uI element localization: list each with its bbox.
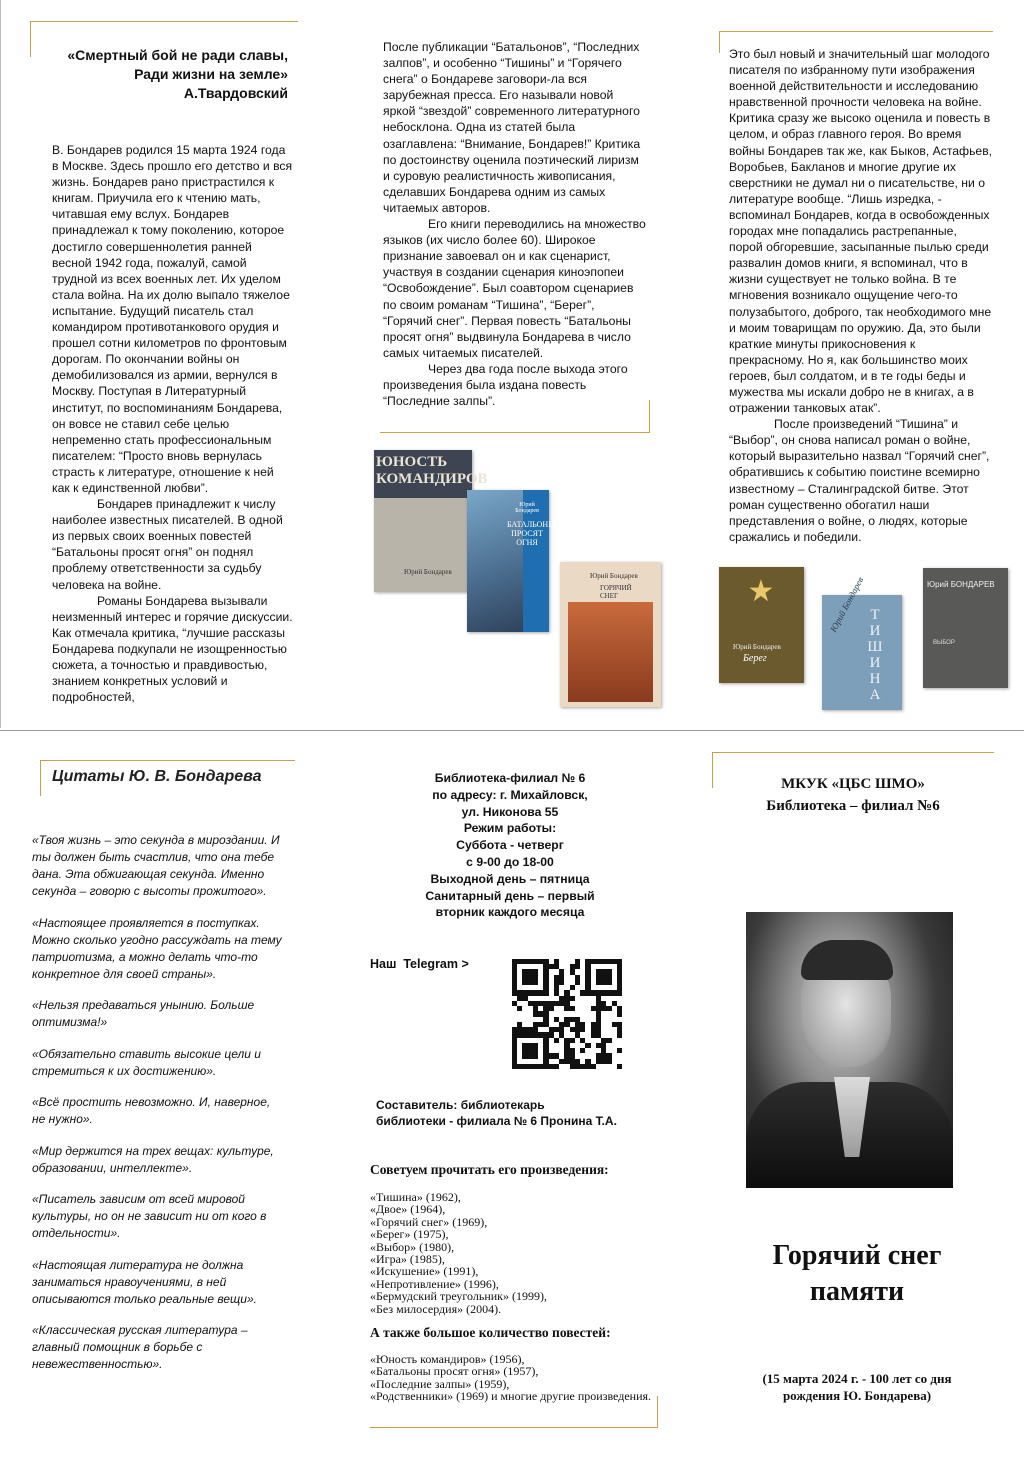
biography-column-2 <box>383 39 647 409</box>
epigraph-author: А.Твардовский <box>183 85 288 101</box>
book-title: Берег <box>743 653 767 664</box>
book-cover-yunost-komandirov <box>374 450 488 592</box>
book-author: Юрий БОНДАРЕВ <box>927 580 995 589</box>
quote-item: «Настоящее проявляется в поступках. Можно сколько угодно рассуждать на тему патриотизма, а можно делать что-то конкретное для своей страны». <box>32 915 282 981</box>
bio2-paragraph-3: Через два года после выхода этого произведения была издана повесть “Последние залпы”. <box>383 361 628 409</box>
bio2-paragraph-1: После публикации “Батальонов”, “Последних залпов”, и особенно “Тишины” и “Горячего снега” о Бондареве заговори-ла вся зарубежная пресса. Его называли новой яркой “звездой” современного литературного небосклона. Одна из статей была озаглавлена: “Внимание, Бондарев!” Критика по достоинству оценила поэтический лиризм и суровую реалистичность живописания, сделавших Бондарева одним из самых читаемых авторов. <box>383 40 641 215</box>
book-cover-tishina <box>822 575 902 710</box>
biography-column-3 <box>729 46 993 545</box>
organization <box>712 773 994 817</box>
book-title: ЮНОСТЬ КОМАНДИРОВ <box>376 454 488 487</box>
bio3-paragraph-1: Это был новый и значительный шаг молодого писателя по избранному пути изображения военной действительности и исследованию нравственной прочности человека на войне. Критика сразу же высоко оценила и повесть в целом, и образ главного героя. Во время войны Бондарев так же, как Быков, Астафьев, Воробьев, Бакланов и многие другие их сверстники не думал ни о писательстве, ни о литературе вообще. “Лишь изредка, - вспоминал Бондарев, когда в освобожденных городах мне попадались растрепанные, порой обгоревшие, засыпанные пылью среди развалин домов книги, я вспоминал, что в жизни существует не только война. В те мгновения возникало ощущение чего-то полузабытого, доброго, так необходимого мне и моим товарищам по оружию. Да, это были краткие минуты прикосновения к прекрасному. Но я, как большинство моих героев, был солдатом, и в те годы беды и мужества мы искали добро не в книгах, а в отражении танковых атак”. <box>729 47 993 416</box>
quote-item: «Настоящая литература не должна заниматься нравоучениями, в ней описываются только реальные вещи». <box>32 1257 257 1306</box>
book-title: ГОРЯЧИЙ СНЕГ <box>600 584 632 600</box>
book-cover-bereg: ★ Юрий Бондарев Берег <box>719 567 804 683</box>
novella-item: «Юность командиров» (1956), <box>370 1352 525 1367</box>
quotes-list <box>32 832 284 1388</box>
work-item: «Без милосердия» (2004). <box>370 1301 502 1316</box>
library-contact <box>400 770 620 921</box>
epigraph-line-2: Ради жизни на земле» <box>134 66 288 82</box>
compiler-line-2: библиотеки - филиала № 6 Пронина Т.А. <box>376 1114 617 1128</box>
book-cover-goryachiy-sneg <box>560 562 661 707</box>
work-item: «Игра» (1985), <box>370 1252 445 1267</box>
recommend-title: Советуем прочитать его произведения: <box>370 1162 609 1177</box>
quote-item: «Классическая русская литература – главный помощник в борьбе с невежественностью». <box>32 1323 248 1371</box>
book-title: ВЫБОР <box>933 640 955 646</box>
contact-line: Суббота - четверг <box>456 838 564 853</box>
work-item: «Выбор» (1980), <box>370 1239 455 1254</box>
epigraph-line-1: «Смертный бой не ради славы, <box>67 47 288 63</box>
bio2-paragraph-2: Его книги переводились на множество языков (их число более 60). Широкое признание завоевал он и как сценарист, участвуя в создании сценария киноэпопеи “Освобождение”. Был соавтором сценариев по своим романам “Тишина”, “Берег”, “Горячий снег”. Первая повесть “Батальоны просят огня” выдвинула Бондарева в число самых читаемых писателей. <box>383 217 646 360</box>
telegram-qr-code[interactable] <box>512 959 622 1069</box>
contact-line: Библиотека-филиал № 6 <box>434 771 586 785</box>
book-author: Юрий Бондарев <box>828 575 866 634</box>
novella-item: «Батальоны просят огня» (1957), <box>370 1364 539 1379</box>
contact-line: по адресу: г. Михайловск, <box>432 787 588 802</box>
contact-line: ул. Никонова 55 <box>461 804 559 819</box>
quotes-title: Цитаты Ю. В. Бондарева <box>52 768 262 785</box>
biography-column-1 <box>52 142 293 705</box>
quote-item: «Твоя жизнь – это секунда в мироздании. И ты должен быть счастлив, что она тебе дана. Эта обжигающая секунда. Именно секунда – говорю с высоты прожитого». <box>32 833 280 898</box>
work-item: «Берег» (1975), <box>370 1227 449 1242</box>
book-cover-vybor <box>923 568 1008 688</box>
bio-paragraph-3: Романы Бондарева вызывали неизменный интерес и горячие дискуссии. Как отмечала критика, “лучшие рассказы Бондарева подкупали не изощренностью сюжета, а точностью и правдивостью, знанием конкретных условий и подробностей, <box>52 593 293 705</box>
work-item: «Бермудский треугольник» (1999), <box>370 1289 547 1304</box>
work-item: «Тишина» (1962), <box>370 1190 461 1204</box>
book-author: Юрий Бондарев <box>733 643 781 651</box>
main-title-line-2: памяти <box>809 1276 905 1307</box>
bio-paragraph-2: Бондарев принадлежит к числу наиболее известных писателей. В одной из первых своих военных повестей “Батальоны просят огня” он поднял проблему ответственности за судьбу человека на войне. <box>52 497 283 592</box>
novella-item: «Последние залпы» (1959), <box>370 1376 510 1391</box>
main-title-line-1: Горячий снег <box>772 1240 942 1271</box>
book-title: БАТАЛЬОНЫ ПРОСЯТ ОГНЯ <box>507 520 556 547</box>
work-item: «Непротивление» (1996), <box>370 1276 499 1291</box>
contact-line: Режим работы: <box>463 821 557 836</box>
main-title <box>712 1238 1002 1310</box>
author-portrait <box>746 912 953 1188</box>
contact-line: Санитарный день – первый <box>425 888 595 903</box>
quote-item: «Нельзя предаваться унынию. Больше оптимизма!» <box>32 998 255 1029</box>
subtitle-line-1: (15 марта 2024 г. - 100 лет со дня <box>762 1371 952 1386</box>
org-line-2: Библиотека – филиал №6 <box>766 798 940 814</box>
work-item: «Искушение» (1991), <box>370 1264 479 1279</box>
telegram-label: Наш Telegram > <box>370 957 469 971</box>
compiler-line-1: Составитель: библиотекарь <box>376 1098 545 1112</box>
compiler <box>376 1097 626 1129</box>
book-title: ТИШИНА <box>867 607 883 703</box>
quote-item: «Обязательно ставить высокие цели и стремиться к их достижению». <box>32 1046 261 1078</box>
quote-item: «Писатель зависим от всей мировой культуры, но он не зависит ни от кого в отдельности». <box>32 1192 267 1240</box>
novellas-title: А также большое количество повестей: <box>370 1325 611 1341</box>
org-line-1: МКУК «ЦБС ШМО» <box>781 776 925 792</box>
subtitle-line-2: рождения Ю. Бондарева) <box>782 1388 932 1403</box>
recommended-works <box>370 1162 660 1403</box>
book-author: Юрий Бондарев <box>404 568 452 576</box>
bio3-paragraph-2: После произведений “Тишина” и “Выбор”, он снова написал роман о войне, который выразительно назвал “Горячий снег”, обратившись к событию поистине всемирно известному – Сталинградской битве. Этот роман существенно обогатил наши представления о войне, о людях, которые сражались и победили. <box>729 417 990 544</box>
contact-line: Выходной день – пятница <box>430 871 590 886</box>
bio-paragraph-1: В. Бондарев родился 15 марта 1924 года в Москве. Здесь прошло его детство и вся жизнь. Бондарев рано пристрастился к книгам. Приучила его к чтению мать, читавшая ему вслух. Бондарев принадлежал к тому поколению, которое достигло совершеннолетия ранней весной 1942 года, пожалуй, самой трудной из всех военных лет. Их уделом стала война. На их долю выпало тяжелое испытание. Будущий писатель стал командиром противотанкового орудия и прошел сотни километров по фронтовым дорогам. По окончании войны он демобилизовался из армии, вернулся в Москву. Поступая в Литературный институт, по воспоминаниям Бондарева, он вовсе не ставил себе целью непременно стать профессиональным писателем: “Просто вновь вернулась страсть к литературе, отношение к ней как к единственной любви”. <box>52 143 293 495</box>
quote-item: «Всё простить невозможно. И, наверное, не нужно». <box>32 1095 271 1126</box>
anniversary-subtitle <box>712 1370 1002 1404</box>
book-author: Юрий Бондарев <box>590 572 638 580</box>
book-author: Юрий Бондарев <box>515 502 539 514</box>
epigraph <box>40 46 288 103</box>
book-cover-batalony <box>467 490 556 632</box>
quote-item: «Мир держится на трех вещах: культуре, образовании, интеллекте». <box>32 1143 274 1175</box>
novella-item: «Родственники» (1969) и многие другие произведения. <box>370 1389 652 1404</box>
work-item: «Двое» (1964), <box>370 1202 446 1217</box>
contact-line: вторник каждого месяца <box>435 905 585 920</box>
work-item: «Горячий снег» (1969), <box>370 1214 488 1229</box>
contact-line: с 9-00 до 18-00 <box>466 854 554 869</box>
